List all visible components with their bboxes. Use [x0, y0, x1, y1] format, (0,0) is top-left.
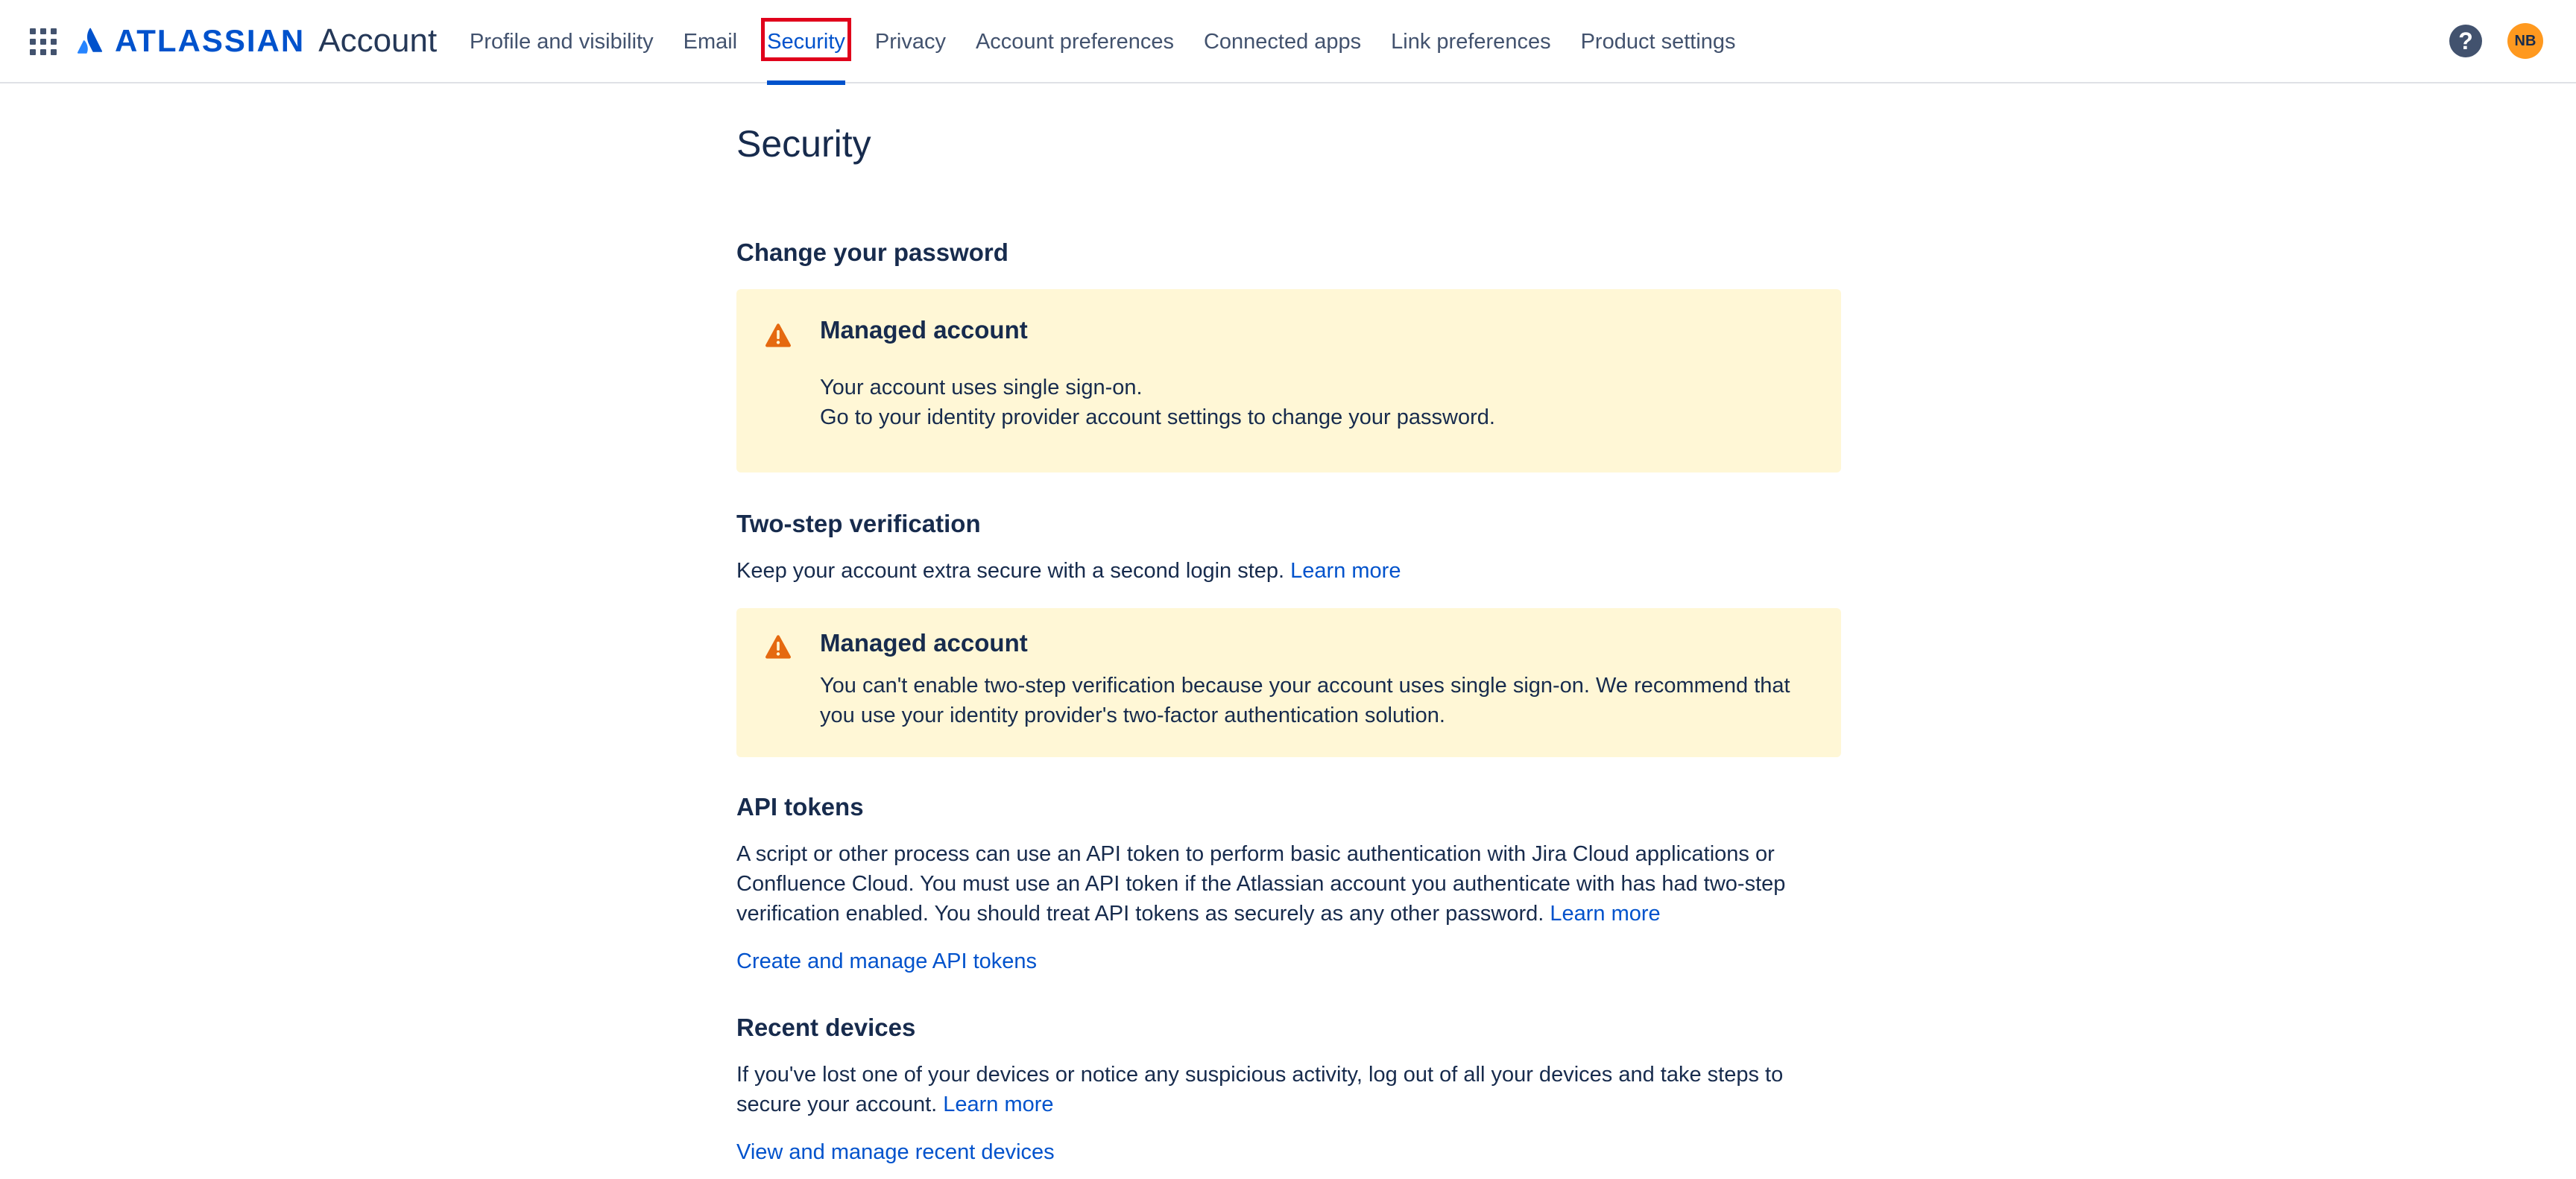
tab-label: Profile and visibility — [470, 29, 654, 54]
api-tokens-heading: API tokens — [736, 793, 864, 821]
tab-privacy[interactable] — [860, 0, 961, 83]
recent-devices-learn-more-link[interactable]: Learn more — [943, 1093, 1054, 1116]
tab-label: Product settings — [1580, 29, 1736, 54]
atlassian-logo-icon — [76, 26, 106, 56]
tab-product-settings[interactable] — [1566, 0, 1751, 83]
tab-label: Privacy — [874, 29, 946, 54]
alert-text-line-1: Your account uses single sign-on. — [820, 376, 1143, 399]
tab-account-preferences[interactable] — [961, 0, 1189, 83]
recent-devices-description — [736, 1060, 1841, 1119]
warning-icon — [765, 323, 792, 348]
top-navigation — [0, 0, 2576, 83]
two-step-description — [736, 556, 1841, 586]
alert-text: You can't enable two-step verification because your account uses single sign-on. We recommend that you use your identity provider's two-factor authentication solution. — [820, 674, 1790, 727]
logo-product-name: Account — [318, 22, 438, 59]
api-tokens-learn-more-link[interactable]: Learn more — [1550, 902, 1661, 926]
tab-label: Security — [767, 29, 845, 54]
create-manage-api-tokens-link[interactable]: Create and manage API tokens — [736, 949, 1038, 973]
recent-devices-heading: Recent devices — [736, 1014, 916, 1041]
alert-title: Managed account — [820, 629, 1028, 657]
help-icon[interactable]: ? — [2449, 25, 2482, 57]
tab-label: Email — [683, 29, 738, 54]
api-tokens-description-text: A script or other process can use an API token to perform basic authentication with Jira Cloud applications or Confluence Cloud. You must use an API token if the Atlassian account you authenticate with has had two-step verification enabled. You should treat API tokens as securely as any other password. — [736, 842, 1786, 926]
tab-label: Connected apps — [1203, 29, 1362, 54]
two-step-description-text: Keep your account extra secure with a second login step. — [736, 559, 1285, 583]
two-step-learn-more-link[interactable]: Learn more — [1290, 559, 1401, 583]
tab-label: Link preferences — [1391, 29, 1551, 54]
two-step-verification-heading: Two-step verification — [736, 510, 981, 537]
avatar[interactable]: NB — [2507, 23, 2543, 59]
two-step-managed-account-alert — [736, 608, 1841, 757]
api-tokens-description — [736, 839, 1841, 929]
alert-text-line-2: Go to your identity provider account settings to change your password. — [820, 405, 1495, 429]
alert-title: Managed account — [820, 316, 1028, 344]
tab-label: Account preferences — [975, 29, 1174, 54]
tab-profile-and-visibility[interactable] — [455, 0, 669, 83]
active-tab-indicator — [767, 80, 845, 85]
logo-wordmark: ATLASSIAN — [115, 23, 306, 58]
password-managed-account-alert — [736, 289, 1841, 472]
app-switcher-grid-icon[interactable] — [30, 28, 57, 55]
change-password-heading: Change your password — [736, 238, 1008, 266]
tab-security[interactable] — [752, 0, 860, 83]
warning-icon — [765, 634, 792, 660]
atlassian-account-logo[interactable] — [76, 22, 437, 60]
page-title: Security — [736, 123, 871, 165]
nav-tabs — [455, 0, 1751, 83]
tab-email[interactable] — [669, 0, 753, 83]
tab-connected-apps[interactable] — [1189, 0, 1376, 83]
recent-devices-description-text: If you've lost one of your devices or notice any suspicious activity, log out of all your devices and take steps to secure your account. — [736, 1063, 1784, 1116]
view-manage-recent-devices-link[interactable]: View and manage recent devices — [736, 1140, 1055, 1164]
tab-link-preferences[interactable] — [1376, 0, 1565, 83]
